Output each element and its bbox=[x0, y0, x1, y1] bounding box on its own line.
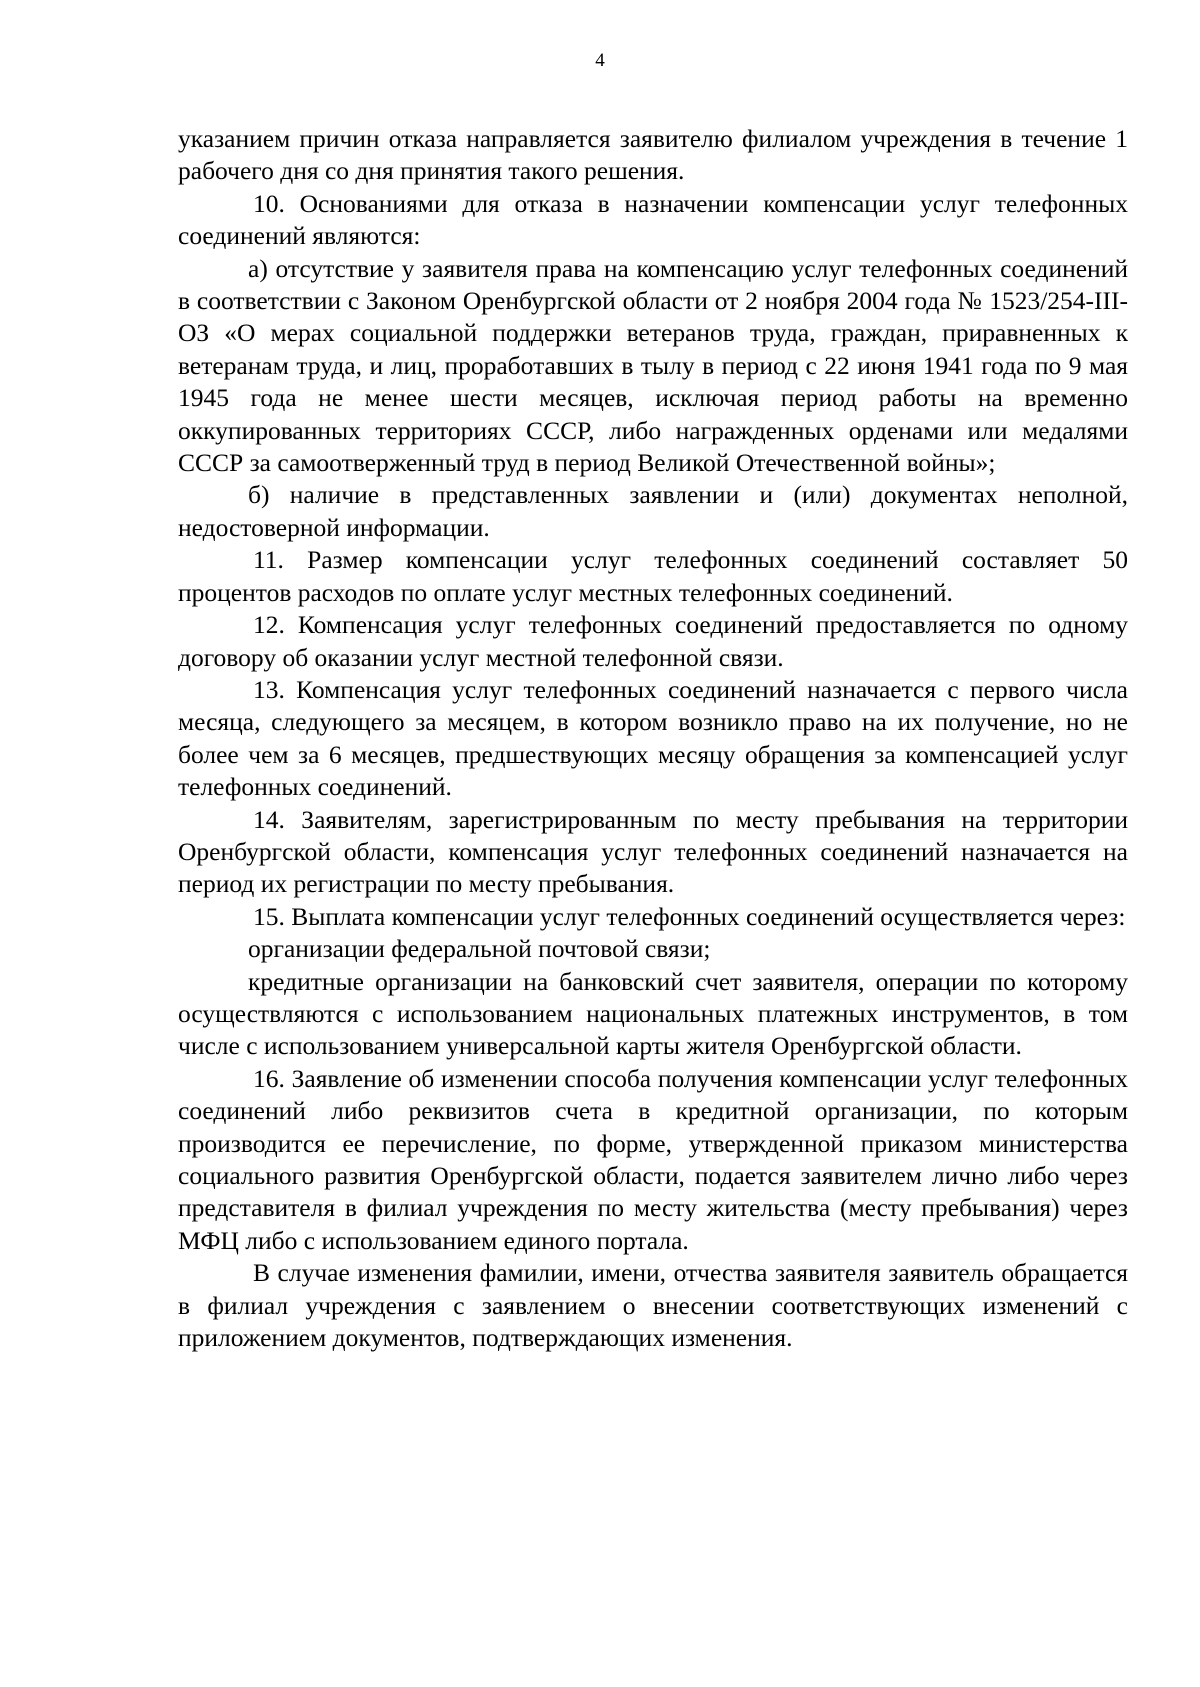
paragraph-16-name-change: В случае изменения фамилии, имени, отчества заявителя заявитель обращается в филиал учреждения с заявлением о внесении соответствующих изменений с приложением документов, подтверждающих изменения. bbox=[178, 1258, 1128, 1353]
paragraph-13: 13. Компенсация услуг телефонных соединений назначается с первого числа месяца, следующего за месяцем, в котором возникло право на их получение, но не более чем за 6 месяцев, предшествующих месяцу обращения за компенсацией услуг телефонных соединений. bbox=[178, 674, 1128, 802]
paragraph-continuation: указанием причин отказа направляется заявителю филиалом учреждения в течение 1 рабочего дня со дня принятия такого решения. bbox=[178, 124, 1128, 186]
paragraph-14: 14. Заявителям, зарегистрированным по месту пребывания на территории Оренбургской области, компенсация услуг телефонных соединений назначается на период их регистрации по месту пребывания. bbox=[178, 804, 1128, 899]
paragraph-11: 11. Размер компенсации услуг телефонных соединений составляет 50 процентов расходов по оплате услуг местных телефонных соединений. bbox=[178, 545, 1128, 607]
paragraph-12: 12. Компенсация услуг телефонных соединений предоставляется по одному договору об оказании услуг местной телефонной связи. bbox=[178, 610, 1128, 672]
paragraph-15-item-1: организации федеральной почтовой связи; bbox=[248, 934, 711, 964]
paragraph-10: 10. Основаниями для отказа в назначении компенсации услуг телефонных соединений являются: bbox=[178, 188, 1128, 251]
paragraph-16: 16. Заявление об изменении способа получения компенсации услуг телефонных соединений либо реквизитов счета в кредитной организации, по которым производится ее перечисление, по форме, утвержденной приказом министерства социального развития Оренбургской области, подается заявителем лично либо через представителя в филиал учреждения по месту жительства (месту пребывания) через МФЦ либо с использованием единого портала. bbox=[178, 1063, 1128, 1255]
paragraph-10-b: б) наличие в представленных заявлении и (или) документах неполной, недостоверной информации. bbox=[178, 480, 1128, 542]
document-body bbox=[178, 123, 1128, 1354]
paragraph-15-item-2: кредитные организации на банковский счет заявителя, операции по которому осуществляются с использованием национальных платежных инструментов, в том числе с использованием универсальной карты жителя Оренбургской области. bbox=[178, 966, 1128, 1061]
paragraph-15: 15. Выплата компенсации услуг телефонных соединений осуществляется через: bbox=[253, 901, 1126, 931]
paragraph-10-a: а) отсутствие у заявителя права на компенсацию услуг телефонных соединений в соответствии с Законом Оренбургской области от 2 ноября 2004 года № 1523/254-III-ОЗ «О мерах социальной поддержки ветеранов труда, граждан, приравненных к ветеранам труда, и лиц, проработавших в тылу в период с 22 июня 1941 года по 9 мая 1945 года не менее шести месяцев, исключая период работы на временно оккупированных территориях СССР, либо награжденных орденами или медалями СССР за самоотверженный труд в период Великой Отечественной войны»; bbox=[178, 253, 1128, 478]
page-number: 4 bbox=[595, 50, 605, 71]
